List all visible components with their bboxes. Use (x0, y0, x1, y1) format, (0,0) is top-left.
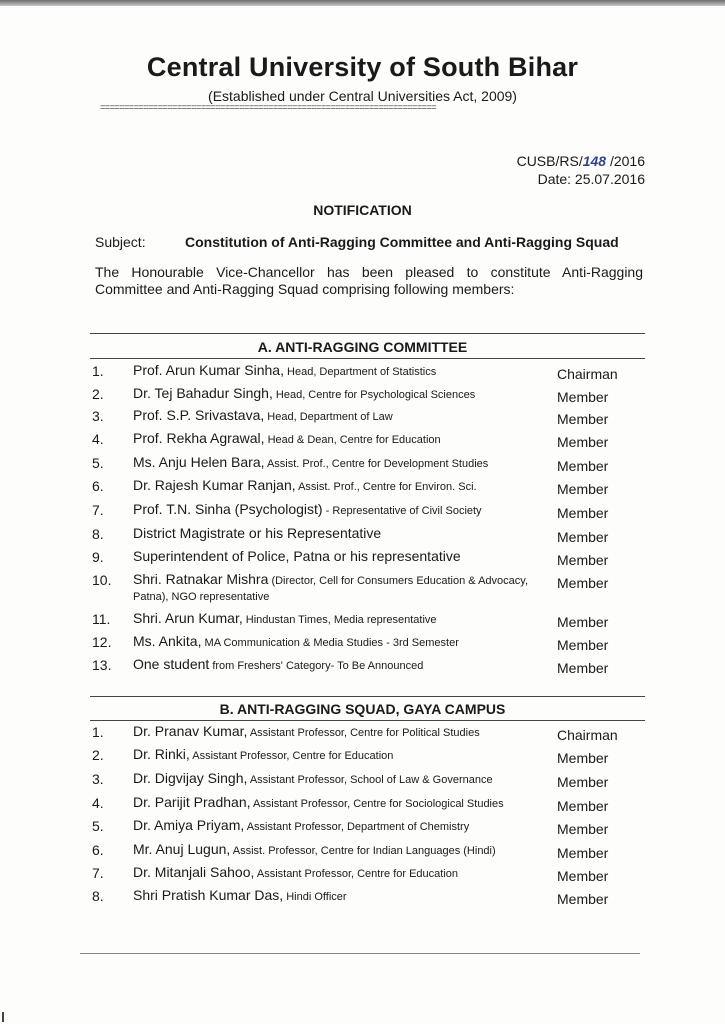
member-entry (133, 795, 545, 811)
member-entry (133, 865, 545, 881)
member-name: Superintendent of Police, Patna or his representative (133, 548, 461, 564)
member-entry (133, 478, 545, 494)
member-role: Member (557, 868, 609, 884)
squad-heading-rule (90, 720, 645, 721)
handwritten-number: 148 (582, 153, 607, 169)
member-name: One student (133, 656, 210, 672)
header-rule: ====================================================================== (100, 103, 437, 113)
committee-heading: A. ANTI-RAGGING COMMITTEE (257, 339, 468, 355)
member-description: Assistant Professor, Department of Chemistry (244, 821, 470, 833)
member-description: from Freshers' Category- To Be Announced (209, 660, 424, 672)
member-name: Shri. Ratnakar Mishra (133, 571, 269, 587)
member-role: Member (557, 389, 609, 405)
member-description: Assistant Professor, School of Law & Governance (247, 774, 493, 786)
member-entry (133, 502, 545, 518)
member-description: Head & Dean, Centre for Education (264, 434, 441, 446)
member-name: Dr. Pranav Kumar, (133, 723, 248, 739)
member-number: 5. (92, 818, 104, 834)
scan-top-edge (0, 0, 725, 6)
member-name: Dr. Tej Bahadur Singh, (133, 385, 273, 401)
member-number: 7. (92, 865, 104, 881)
member-number: 4. (92, 795, 104, 811)
committee-top-rule (90, 333, 645, 334)
member-description: Head, Centre for Psychological Sciences (272, 389, 476, 401)
reference-number (517, 152, 645, 170)
member-number: 8. (92, 888, 104, 904)
squad-heading: B. ANTI-RAGGING SQUAD, GAYA CAMPUS (219, 701, 506, 717)
reference-year: /2016 (606, 153, 645, 169)
member-entry (133, 771, 545, 787)
member-entry (133, 572, 545, 604)
member-name: Ms. Ankita, (133, 633, 202, 649)
member-number: 9. (92, 549, 104, 565)
member-name: District Magistrate or his Representative (133, 525, 382, 541)
reference-prefix: CUSB/RS/ (516, 153, 583, 169)
member-entry (133, 888, 545, 904)
member-name: Dr. Digvijay Singh, (133, 770, 248, 786)
member-name: Dr. Parijit Pradhan, (133, 794, 251, 810)
squad-top-rule (90, 696, 645, 697)
member-role: Member (557, 505, 609, 521)
member-role: Member (557, 774, 609, 790)
member-name: Shri Pratish Kumar Das, (133, 887, 284, 903)
member-entry (133, 747, 545, 763)
member-role: Member (557, 845, 609, 861)
member-number: 10. (92, 572, 112, 588)
member-role: Member (557, 481, 609, 497)
subject-label: Subject: (95, 234, 146, 250)
member-role: Member (557, 529, 609, 545)
member-description: Head, Department of Law (264, 411, 393, 423)
member-name: Dr. Rinki, (133, 746, 190, 762)
member-number: 13. (92, 657, 112, 673)
member-name: Dr. Rajesh Kumar Ranjan, (133, 477, 296, 493)
member-row (0, 747, 725, 769)
member-row (0, 611, 725, 633)
member-name: Dr. Mitanjali Sahoo, (133, 864, 255, 880)
member-number: 2. (92, 747, 104, 763)
member-entry (133, 408, 545, 424)
member-entry (133, 386, 545, 402)
member-entry (133, 634, 545, 650)
member-description: MA Communication & Media Studies - 3rd Semester (201, 637, 459, 649)
member-number: 3. (92, 771, 104, 787)
member-row (0, 818, 725, 840)
member-role: Member (557, 434, 609, 450)
member-entry (133, 363, 545, 379)
member-row (0, 634, 725, 656)
member-name: Mr. Anuj Lugun, (133, 841, 231, 857)
member-role: Member (557, 798, 609, 814)
member-role: Chairman (557, 727, 618, 743)
member-number: 1. (92, 363, 104, 379)
member-row (0, 431, 725, 453)
member-number: 1. (92, 724, 104, 740)
university-title: Central University of South Bihar (146, 52, 579, 82)
member-name: Dr. Amiya Priyam, (133, 817, 245, 833)
member-description: (Director, Cell for Consumers Education & Advocacy, Patna), NGO representative (133, 575, 529, 603)
member-number: 12. (92, 634, 112, 650)
member-role: Member (557, 458, 609, 474)
member-number: 5. (92, 455, 104, 471)
member-row (0, 408, 725, 430)
member-entry (133, 724, 545, 740)
member-role: Member (557, 891, 609, 907)
member-role: Member (557, 411, 609, 427)
member-row (0, 771, 725, 793)
member-row (0, 888, 725, 910)
member-number: 3. (92, 408, 104, 424)
member-number: 6. (92, 842, 104, 858)
member-role: Member (557, 637, 609, 653)
member-description: Head, Department of Statistics (283, 366, 437, 378)
member-description: Hindustan Times, Media representative (242, 614, 437, 626)
member-name: Prof. Arun Kumar Sinha, (133, 362, 284, 378)
member-row (0, 865, 725, 887)
committee-heading-rule (90, 358, 645, 359)
member-entry (133, 431, 545, 447)
reference-block (517, 152, 645, 188)
member-row (0, 455, 725, 477)
member-entry (133, 611, 545, 627)
member-number: 11. (92, 611, 111, 627)
member-row (0, 549, 725, 571)
member-row (0, 363, 725, 385)
member-role: Member (557, 575, 609, 591)
member-name: Prof. T.N. Sinha (Psychologist) (133, 501, 323, 517)
member-row (0, 478, 725, 500)
establishment-note: (Established under Central Universities Act, 2009) (208, 88, 517, 104)
notification-title: NOTIFICATION (313, 202, 412, 218)
member-description: Assistant Professor, Centre for Sociological Studies (250, 798, 504, 810)
member-row (0, 502, 725, 524)
footer-rule (80, 953, 640, 954)
intro-paragraph: The Honourable Vice-Chancellor has been pleased to constitute Anti-Ragging Committee and Anti-Ragging Squad comprising following members: (95, 264, 643, 297)
member-description: Assistant Professor, Centre for Education (254, 868, 459, 880)
member-name: Prof. S.P. Srivastava, (133, 407, 265, 423)
member-entry (133, 526, 545, 542)
member-row (0, 657, 725, 679)
member-description: Assist. Prof., Centre for Development Studies (264, 458, 489, 470)
member-number: 7. (92, 502, 104, 518)
member-role: Member (557, 552, 609, 568)
member-entry (133, 818, 545, 834)
member-description: Hindi Officer (283, 891, 347, 903)
member-name: Ms. Anju Helen Bara, (133, 454, 265, 470)
member-number: 2. (92, 386, 104, 402)
member-number: 4. (92, 431, 104, 447)
reference-date: Date: 25.07.2016 (537, 171, 645, 187)
member-entry (133, 549, 545, 565)
member-number: 6. (92, 478, 104, 494)
member-role: Member (557, 750, 609, 766)
member-role: Member (557, 821, 609, 837)
member-description: Assistant Professor, Centre for Education (189, 750, 394, 762)
member-role: Chairman (557, 366, 618, 382)
member-number: 8. (92, 526, 104, 542)
member-row (0, 571, 725, 603)
member-entry (133, 657, 545, 673)
member-row (0, 795, 725, 817)
member-row (0, 386, 725, 408)
member-entry (133, 842, 545, 858)
member-description: Assist. Professor, Centre for Indian Languages (Hindi) (230, 845, 496, 857)
member-name: Prof. Rekha Agrawal, (133, 430, 265, 446)
member-name: Shri. Arun Kumar, (133, 610, 243, 626)
member-row (0, 526, 725, 548)
member-description: - Representative of Civil Society (322, 505, 482, 517)
member-row (0, 724, 725, 746)
subject-text: Constitution of Anti-Ragging Committee and Anti-Ragging Squad (185, 234, 619, 250)
member-row (0, 842, 725, 864)
member-role: Member (557, 614, 609, 630)
member-entry (133, 455, 545, 471)
member-description: Assistant Professor, Centre for Political Studies (247, 727, 480, 739)
scan-mark (2, 1012, 4, 1022)
member-description: Assist. Prof., Centre for Environ. Sci. (295, 481, 477, 493)
member-role: Member (557, 660, 609, 676)
